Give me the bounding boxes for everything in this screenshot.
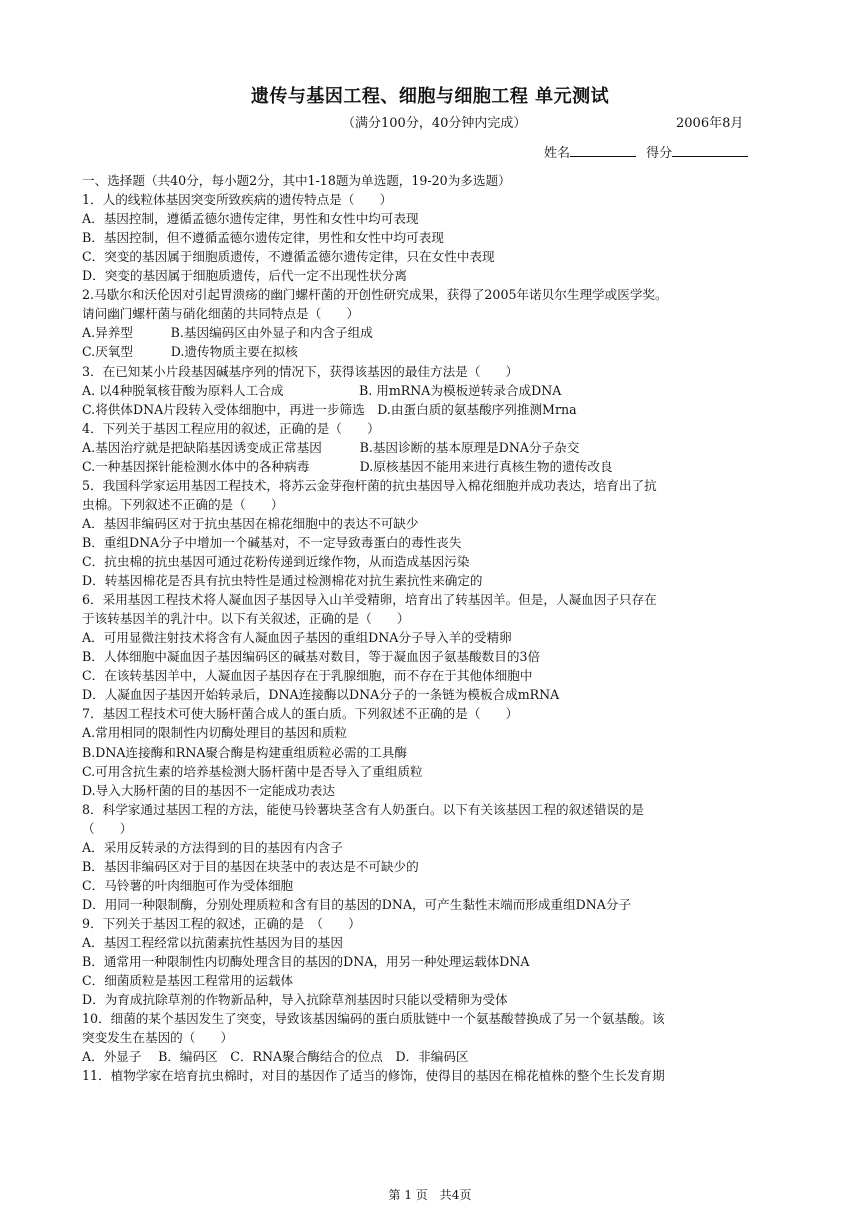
text-line: A.常用相同的限制性内切酶处理目的基因和质粒 xyxy=(82,725,347,741)
name-field xyxy=(544,142,748,161)
text-line: 11．植物学家在培育抗虫棉时，对目的基因作了适当的修饰，使得目的基因在棉花植株的整个生长发育期 xyxy=(82,1068,665,1084)
text-line: B．人体细胞中凝血因子基因编码区的碱基对数目，等于凝血因子氨基酸数目的3倍 xyxy=(82,649,541,665)
text-line: A．基因控制，遵循孟德尔遗传定律，男性和女性中均可表现 xyxy=(82,211,419,227)
text-line: D．用同一种限制酶，分别处理质粒和含有目的基因的DNA，可产生黏性末端而形成重组DNA分子 xyxy=(82,896,632,912)
text-line: B．通常用一种限制性内切酶处理含目的基因的DNA，用另一种处理运载体DNA xyxy=(82,954,530,970)
name-label: 姓名 xyxy=(544,146,571,161)
text-line: B．重组DNA分子中增加一个碱基对，不一定导致毒蛋白的毒性丧失 xyxy=(82,534,462,550)
page-footer: 第 1 页 共4页 xyxy=(388,1188,472,1202)
text-line: A．采用反转录的方法得到的目的基因有内含子 xyxy=(82,839,343,855)
text-line: C.可用含抗生素的培养基检测大肠杆菌中是否导入了重组质粒 xyxy=(82,763,423,779)
text-line: B．基因控制，但不遵循孟德尔遗传定律，男性和女性中均可表现 xyxy=(82,230,444,246)
text-line: 4．下列关于基因工程应用的叙述，正确的是（ ） xyxy=(82,420,380,436)
text-line: B.DNA连接酶和RNA聚合酶是构建重组质粒必需的工具酶 xyxy=(82,744,407,760)
text-line: A. 以4种脱氧核苷酸为原料人工合成 B. 用mRNA为模板逆转录合成DNA xyxy=(82,382,562,398)
exam-title: 遗传与基因工程、细胞与细胞工程 单元测试 xyxy=(250,86,610,107)
text-line: D.导入大肠杆菌的目的基因不一定能成功表达 xyxy=(82,782,335,798)
text-line: C.将供体DNA片段转入受体细胞中，再进一步筛选 D.由蛋白质的氨基酸序列推测Mrna xyxy=(82,401,577,417)
text-line: 9．下列关于基因工程的叙述，正确的是 （ ） xyxy=(82,915,361,931)
text-line: C.厌氧型 D.遗传物质主要在拟核 xyxy=(82,344,298,360)
text-line: C．突变的基因属于细胞质遗传，不遵循孟德尔遗传定律，只在女性中表现 xyxy=(82,249,495,265)
text-line: A．外显子 B．编码区 C．RNA聚合酶结合的位点 D．非编码区 xyxy=(82,1049,469,1065)
text-line: 5．我国科学家运用基因工程技术，将苏云金芽孢杆菌的抗虫基因导入棉花细胞并成功表达，培育出了抗 xyxy=(82,477,657,493)
text-line: B．基因非编码区对于目的基因在块茎中的表达是不可缺少的 xyxy=(82,858,419,874)
text-line: 请问幽门螺杆菌与硝化细菌的共同特点是（ ） xyxy=(82,306,360,322)
text-line: 于该转基因羊的乳汁中。以下有关叙述，正确的是（ ） xyxy=(82,611,410,627)
text-line: 7．基因工程技术可使大肠杆菌合成人的蛋白质。下列叙述不正确的是（ ） xyxy=(82,706,519,722)
text-line: 8．科学家通过基因工程的方法，能使马铃薯块茎含有人奶蛋白。以下有关该基因工程的叙述错误的是 xyxy=(82,801,645,817)
text-line: 虫棉。下列叙述不正确的是（ ） xyxy=(82,496,284,512)
name-blank[interactable] xyxy=(570,142,636,157)
text-line: C．抗虫棉的抗虫基因可通过花粉传递到近缘作物，从而造成基因污染 xyxy=(82,554,470,569)
text-line: 1．人的线粒体基因突变所致疾病的遗传特点是（ ） xyxy=(82,192,393,208)
text-line: C．细菌质粒是基因工程常用的运载体 xyxy=(82,973,294,989)
exam-date: 2006年8月 xyxy=(676,116,744,131)
text-line: A.基因治疗就是把缺陷基因诱变成正常基因 B.基因诊断的基本原理是DNA分子杂交 xyxy=(82,439,580,455)
text-line: A．可用显微注射技术将含有人凝血因子基因的重组DNA分子导入羊的受精卵 xyxy=(82,630,512,646)
score-blank[interactable] xyxy=(672,142,748,157)
text-line: C.一种基因探针能检测水体中的各种病毒 D.原核基因不能用来进行真核生物的遗传改良 xyxy=(82,458,613,474)
text-line: （ ） xyxy=(82,820,133,836)
text-line: D．为育成抗除草剂的作物新品种，导入抗除草剂基因时只能以受精卵为受体 xyxy=(82,992,508,1008)
score-label: 得分 xyxy=(646,146,673,161)
text-line: C．在该转基因羊中，人凝血因子基因存在于乳腺细胞，而不存在于其他体细胞中 xyxy=(82,668,533,684)
text-line: D．转基因棉花是否具有抗虫特性是通过检测棉花对抗生素抗性来确定的 xyxy=(82,573,483,589)
text-line: 3．在已知某小片段基因碱基序列的情况下，获得该基因的最佳方法是（ ） xyxy=(82,363,519,379)
text-line: 突变发生在基因的（ ） xyxy=(82,1030,234,1046)
text-line: A．基因工程经常以抗菌素抗性基因为目的基因 xyxy=(82,935,343,950)
text-line: D．突变的基因属于细胞质遗传，后代一定不出现性状分离 xyxy=(82,268,407,284)
text-line: 10．细菌的某个基因发生了突变，导致该基因编码的蛋白质肽链中一个氨基酸替换成了另一个氨基酸。该 xyxy=(82,1011,665,1027)
text-line: 一、选择题（共40分，每小题2分，其中1-18题为单选题，19-20为多选题） xyxy=(82,173,511,188)
text-line: D．人凝血因子基因开始转录后，DNA连接酶以DNA分子的一条链为模板合成mRNA xyxy=(82,687,560,703)
text-line: A.异养型 B.基因编码区由外显子和内含子组成 xyxy=(82,325,373,341)
text-line: 6．采用基因工程技术将人凝血因子基因导入山羊受精卵，培育出了转基因羊。但是，人凝血因子只存在 xyxy=(82,592,657,608)
text-line: A．基因非编码区对于抗虫基因在棉花细胞中的表达不可缺少 xyxy=(82,515,419,531)
exam-note: （满分100分，40分钟内完成） xyxy=(342,116,527,131)
text-line: C．马铃薯的叶肉细胞可作为受体细胞 xyxy=(82,877,294,893)
text-line: 2.马歇尔和沃伦因对引起胃溃疡的幽门螺杆菌的开创性研究成果，获得了2005年诺贝尔生理学或医学奖。 xyxy=(82,287,668,303)
